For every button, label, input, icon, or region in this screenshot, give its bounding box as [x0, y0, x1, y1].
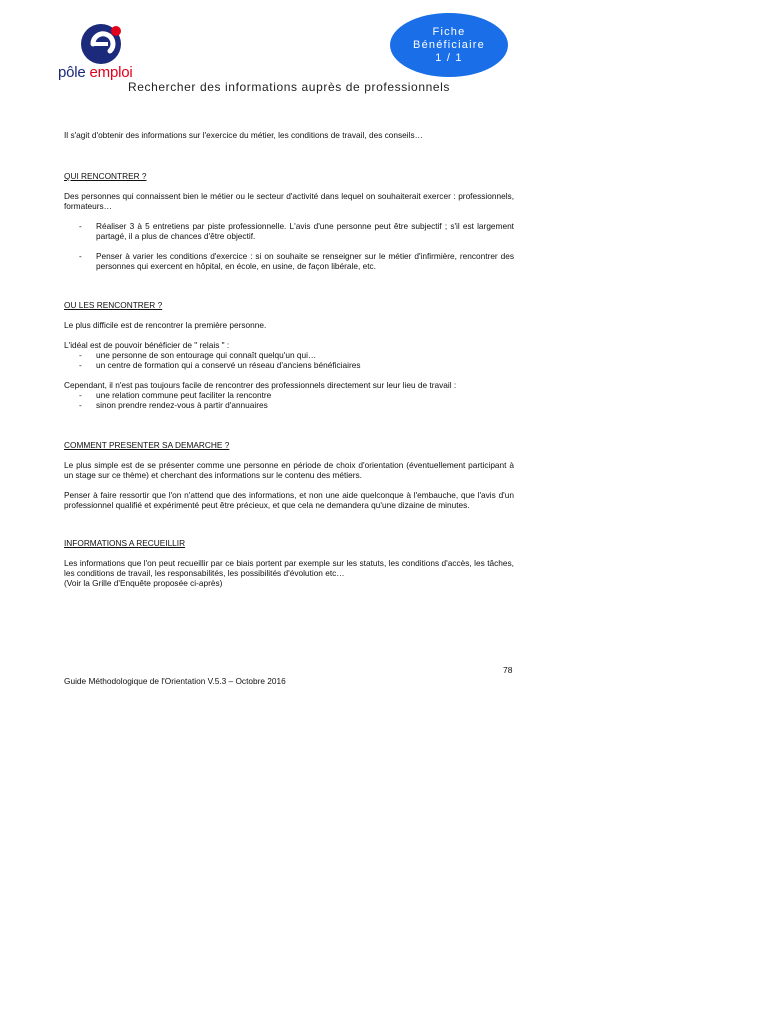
- logo-wordmark: [58, 64, 133, 81]
- qui-list: [64, 221, 514, 271]
- list-item: - Penser à varier les conditions d'exercice : si on souhaite se renseigner sur le métier d'infirmière, rencontrer des personnes qui exercent en hôpital, en école, en usine, de façon libérale, etc.: [79, 251, 514, 271]
- footer-text: Guide Méthodologique de l'Orientation V.5.3 – Octobre 2016: [64, 676, 286, 686]
- logo-word-pole: pôle: [58, 64, 86, 81]
- ou-paragraph-2: L'idéal est de pouvoir bénéficier de " relais " :: [64, 340, 230, 350]
- ou-list-relais: [64, 350, 514, 370]
- infos-paragraph-2: (Voir la Grille d'Enquête proposée ci-après): [64, 578, 223, 588]
- list-item: - une personne de son entourage qui connaît quelqu'un qui…: [79, 350, 317, 360]
- heading-informations-recueillir: INFORMATIONS A RECUEILLIR: [64, 538, 186, 548]
- comment-paragraph-1: Le plus simple est de se présenter comme une personne en période de choix d'orientation (éventuellement participant à un stage sur ce thème) et cherchant des informations sur le contenu des métiers.: [64, 460, 514, 480]
- ou-list-rencontre: [64, 390, 514, 410]
- intro-paragraph: Il s'agit d'obtenir des informations sur l'exercice du métier, les conditions de travail, des conseils…: [64, 130, 423, 140]
- badge-line-beneficiaire: Bénéficiaire: [413, 38, 485, 51]
- list-item: - Réaliser 3 à 5 entretiens par piste professionnelle. L'avis d'une personne peut être subjectif ; s'il est largement partagé, il a plus de chances d'être objectif.: [79, 221, 514, 241]
- badge-line-page: 1 / 1: [435, 51, 463, 64]
- logo-word-emploi: emploi: [89, 64, 133, 81]
- page-number: 78: [503, 665, 513, 675]
- comment-paragraph-2: Penser à faire ressortir que l'on n'attend que des informations, et non une aide quelconque à l'embauche, que l'avis d'un professionnel qualifié et expérimenté peut être précieux, et que cela ne demandera qu'une dizaine de minutes.: [64, 490, 514, 510]
- list-item: - un centre de formation qui a conservé un réseau d'anciens bénéficiaires: [79, 360, 361, 370]
- badge-line-fiche: Fiche: [432, 25, 466, 38]
- list-item: - sinon prendre rendez-vous à partir d'annuaires: [79, 400, 268, 410]
- fiche-badge: [390, 13, 508, 77]
- infos-paragraph-1: Les informations que l'on peut recueillir par ce biais portent par exemple sur les statuts, les conditions d'accès, les tâches, les conditions de travail, les responsabilités, les possibilités d'évolution etc…: [64, 558, 514, 578]
- heading-ou-rencontrer: OU LES RENCONTRER ?: [64, 300, 163, 310]
- heading-comment-presenter: COMMENT PRESENTER SA DEMARCHE ?: [64, 440, 230, 450]
- document-title: Rechercher des informations auprès de professionnels: [128, 80, 451, 94]
- heading-qui-rencontrer: QUI RENCONTRER ?: [64, 171, 147, 181]
- list-item: - une relation commune peut faciliter la rencontre: [79, 390, 272, 400]
- document-body: [64, 130, 514, 588]
- ou-paragraph-1: Le plus difficile est de rencontrer la première personne.: [64, 320, 267, 330]
- pole-emploi-e-icon: [75, 22, 125, 66]
- qui-paragraph: Des personnes qui connaissent bien le métier ou le secteur d'activité dans lequel on souhaiterait exercer : professionnels, formateurs…: [64, 191, 514, 211]
- pole-emploi-logo: [58, 22, 142, 84]
- ou-paragraph-3: Cependant, il n'est pas toujours facile de rencontrer des professionnels directement sur leur lieu de travail :: [64, 380, 457, 390]
